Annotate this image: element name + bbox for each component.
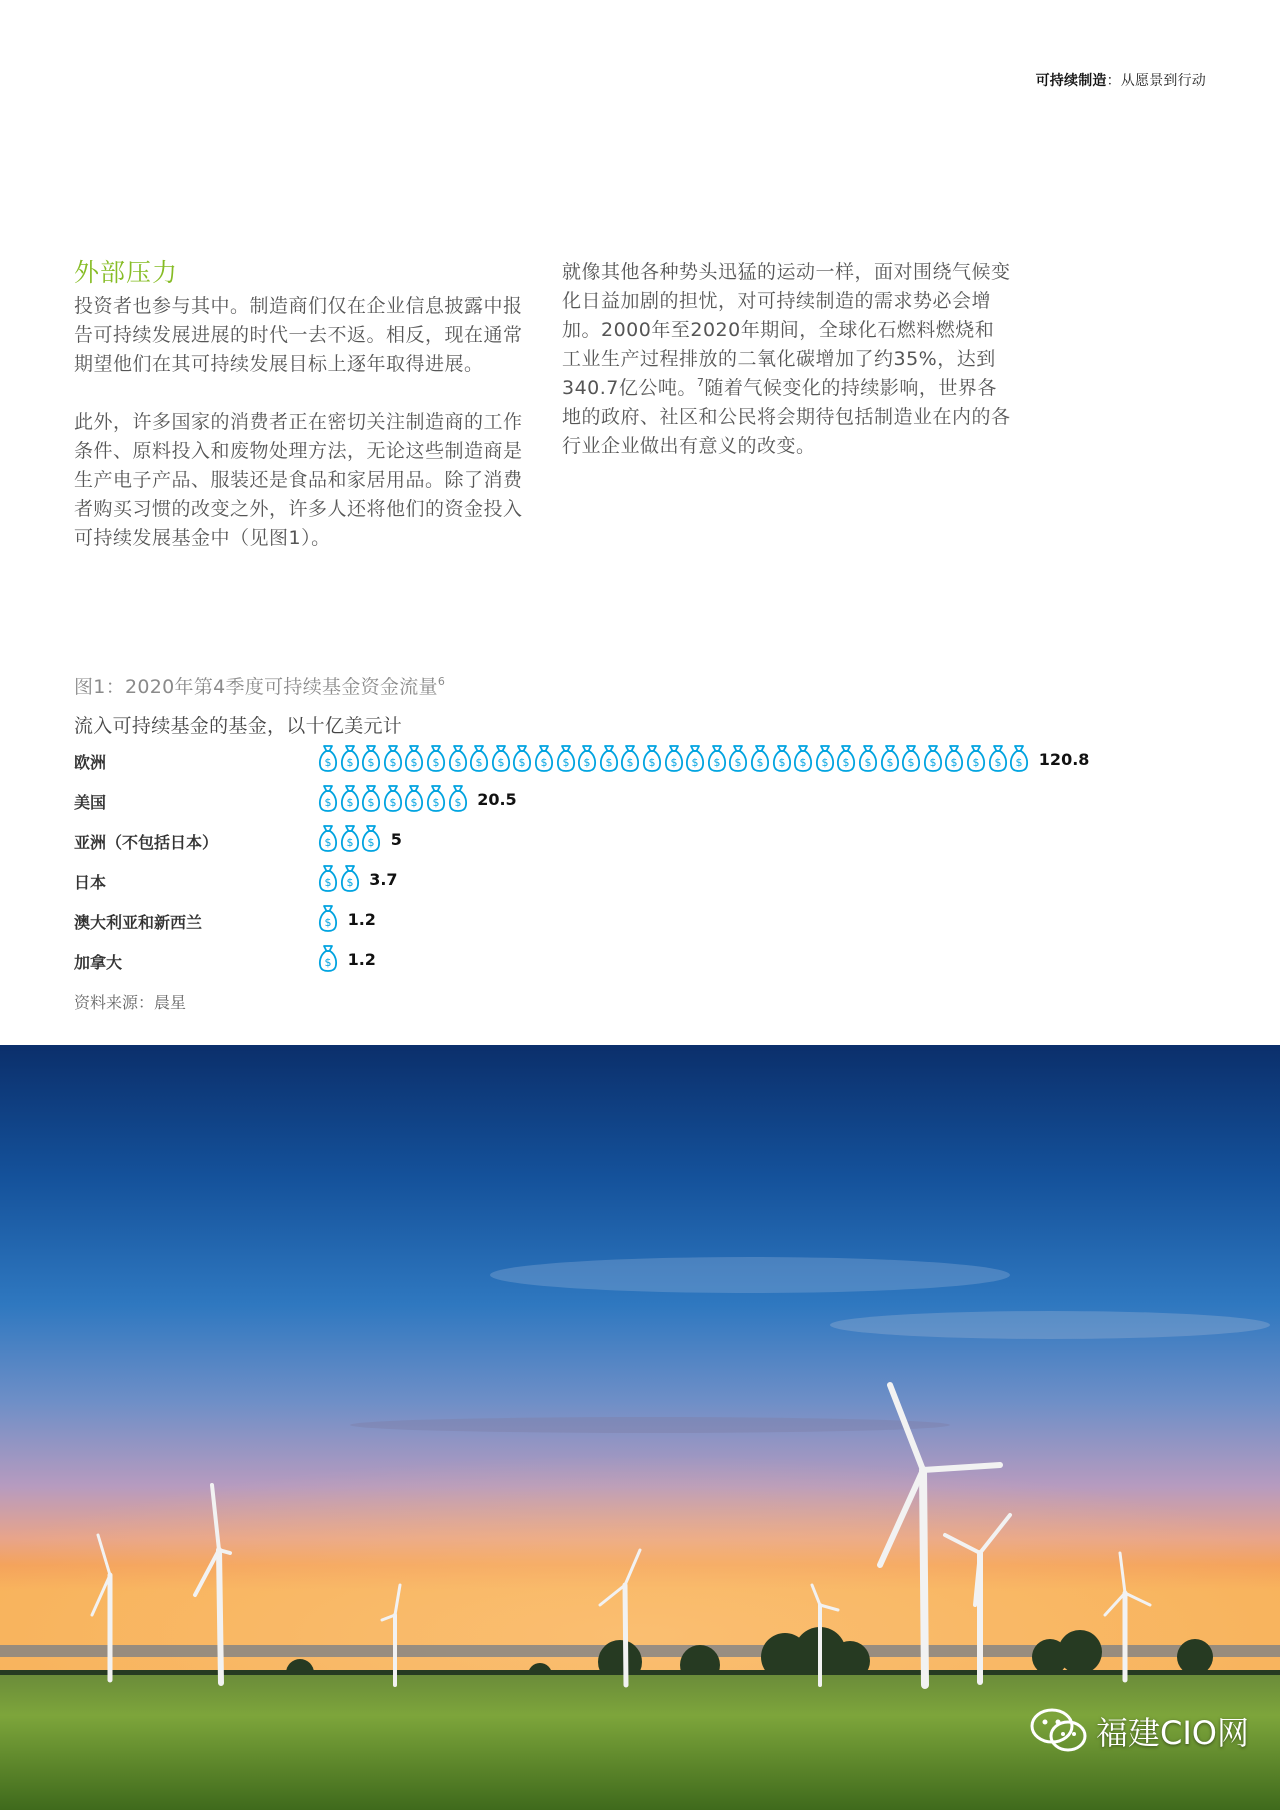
figure-title: [74, 672, 445, 699]
svg-text:$: $: [972, 756, 980, 769]
svg-text:$: $: [670, 756, 678, 769]
svg-text:$: $: [367, 756, 375, 769]
svg-text:$: $: [389, 756, 397, 769]
svg-text:$: $: [929, 756, 937, 769]
svg-text:$: $: [778, 756, 786, 769]
money-bag-icon: [404, 744, 424, 772]
figure-title-footnote: 6: [437, 675, 446, 688]
svg-text:$: $: [324, 956, 332, 969]
row-label: 加拿大: [74, 953, 123, 972]
money-bag-icon: [793, 744, 813, 772]
money-bag-icon: [361, 784, 381, 812]
money-bag-icon: [880, 744, 900, 772]
money-bag-icon: [1009, 744, 1029, 772]
money-bag-icon: [728, 744, 748, 772]
svg-text:$: $: [691, 756, 699, 769]
money-bag-icon: [707, 744, 727, 772]
money-bag-icon: [318, 784, 338, 812]
svg-text:$: $: [432, 756, 440, 769]
svg-text:$: $: [475, 756, 483, 769]
svg-text:$: $: [324, 796, 332, 809]
money-bag-icon: [469, 744, 489, 772]
money-bag-icon: [642, 744, 662, 772]
row-label: 亚洲（不包括日本）: [74, 833, 219, 852]
chart-row: [74, 784, 1124, 824]
money-bag-icon: [512, 744, 532, 772]
money-bag-icon: [340, 784, 360, 812]
money-bag-icon: [404, 784, 424, 812]
money-bag-icon: [599, 744, 619, 772]
svg-text:$: $: [367, 836, 375, 849]
svg-text:$: $: [886, 756, 894, 769]
wechat-icon: [1030, 1708, 1088, 1754]
money-bag-icon: [383, 744, 403, 772]
svg-text:$: $: [1015, 756, 1023, 769]
money-bag-icon: [815, 744, 835, 772]
watermark: [1030, 1708, 1249, 1754]
row-value: 20.5: [477, 790, 517, 809]
svg-text:$: $: [540, 756, 548, 769]
money-bag-icon: [340, 864, 360, 892]
svg-text:$: $: [346, 876, 354, 889]
money-bag-icon: [340, 744, 360, 772]
row-label: 欧洲: [74, 753, 107, 772]
svg-text:$: $: [518, 756, 526, 769]
money-bag-icon: [944, 744, 964, 772]
svg-text:$: $: [864, 756, 872, 769]
money-bag-icon: [426, 784, 446, 812]
row-value: 120.8: [1038, 750, 1090, 769]
svg-text:$: $: [605, 756, 613, 769]
money-bag-icon: [923, 744, 943, 772]
money-bag-icon: [318, 904, 338, 932]
svg-text:$: $: [799, 756, 807, 769]
row-label: 日本: [74, 873, 107, 892]
svg-text:$: $: [410, 796, 418, 809]
money-bag-icon: [988, 744, 1008, 772]
money-bag-icon: [685, 744, 705, 772]
row-value: 1.2: [347, 910, 376, 929]
svg-text:$: $: [454, 756, 462, 769]
right-paragraph-after: 随着气候变化的持续影响，世界各地的政府、社区和公民将会期待包括制造业在内的各行业企业做出有意义的改变。: [562, 377, 1011, 457]
money-bag-icon: [534, 744, 554, 772]
money-bag-icon: [966, 744, 986, 772]
money-bag-icon: [556, 744, 576, 772]
row-label: 澳大利亚和新西兰: [74, 913, 203, 932]
chart-row: [74, 944, 1124, 984]
money-bag-icon: [361, 824, 381, 852]
money-bag-icon: [361, 744, 381, 772]
money-bag-icon: [901, 744, 921, 772]
svg-text:$: $: [389, 796, 397, 809]
money-bag-icon: [318, 864, 338, 892]
left-paragraph-2: 此外，许多国家的消费者正在密切关注制造商的工作条件、原料投入和废物处理方法，无论这些制造商是生产电子产品、服装还是食品和家居用品。除了消费者购买习惯的改变之外，许多人还将他们的资金投入可持续发展基金中（见图1）。: [74, 411, 523, 549]
svg-text:$: $: [324, 876, 332, 889]
left-column: [74, 258, 524, 582]
page-header: [1036, 70, 1206, 90]
chart-row: [74, 864, 1124, 904]
money-bag-icon: [750, 744, 770, 772]
money-bag-icon: [836, 744, 856, 772]
left-paragraph-1: 投资者也参与其中。制造商们仅在企业信息披露中报告可持续发展进展的时代一去不返。相反，现在通常期望他们在其可持续发展目标上逐年取得进展。: [74, 295, 523, 375]
pictogram-chart: [74, 744, 1124, 984]
money-bag-icon: [620, 744, 640, 772]
svg-text:$: $: [346, 836, 354, 849]
figure-title-text: 图1：2020年第4季度可持续基金资金流量: [74, 676, 438, 698]
right-column: [562, 258, 1012, 490]
chart-row: [74, 904, 1124, 944]
right-paragraph: [562, 258, 1012, 461]
chart-row: [74, 744, 1124, 784]
chart-row: [74, 824, 1124, 864]
money-bag-icon: [858, 744, 878, 772]
row-label: 美国: [74, 793, 107, 812]
svg-text:$: $: [994, 756, 1002, 769]
header-bold: 可持续制造: [1035, 73, 1107, 89]
svg-text:$: $: [583, 756, 591, 769]
watermark-text: 福建CIO网: [1096, 1714, 1249, 1752]
row-value: 1.2: [347, 950, 376, 969]
svg-text:$: $: [756, 756, 764, 769]
figure-source: 资料来源：晨星: [74, 993, 187, 1012]
svg-text:$: $: [842, 756, 850, 769]
svg-text:$: $: [821, 756, 829, 769]
svg-text:$: $: [324, 756, 332, 769]
right-paragraph-text: 就像其他各种势头迅猛的运动一样，面对围绕气候变化日益加剧的担忧，对可持续制造的需求势必会增加。2000年至2020年期间，全球化石燃料燃烧和工业生产过程排放的二氧化碳增加了约35%，达到340.7亿公吨。: [562, 261, 1011, 399]
row-value: 3.7: [369, 870, 398, 889]
wind-turbine-photo: [0, 1045, 1280, 1810]
svg-text:$: $: [713, 756, 721, 769]
money-bag-icon: [340, 824, 360, 852]
money-bag-icon: [318, 744, 338, 772]
money-bag-icon: [491, 744, 511, 772]
svg-text:$: $: [454, 796, 462, 809]
svg-text:$: $: [907, 756, 915, 769]
money-bag-icon: [448, 784, 468, 812]
money-bag-icon: [664, 744, 684, 772]
svg-text:$: $: [734, 756, 742, 769]
svg-text:$: $: [410, 756, 418, 769]
row-value: 5: [390, 830, 402, 849]
svg-text:$: $: [626, 756, 634, 769]
money-bag-icon: [318, 944, 338, 972]
svg-text:$: $: [346, 796, 354, 809]
header-rest: ：从愿景到行动: [1106, 73, 1206, 89]
money-bag-icon: [577, 744, 597, 772]
money-bag-icon: [426, 744, 446, 772]
footnote-ref: 7: [696, 376, 705, 389]
svg-text:$: $: [950, 756, 958, 769]
svg-text:$: $: [367, 796, 375, 809]
money-bag-icon: [772, 744, 792, 772]
svg-text:$: $: [324, 836, 332, 849]
svg-text:$: $: [346, 756, 354, 769]
section-title: 外部压力: [74, 258, 179, 287]
svg-text:$: $: [324, 916, 332, 929]
svg-text:$: $: [432, 796, 440, 809]
money-bag-icon: [383, 784, 403, 812]
figure-subtitle: 流入可持续基金的基金，以十亿美元计: [74, 715, 403, 737]
money-bag-icon: [448, 744, 468, 772]
money-bag-icon: [318, 824, 338, 852]
svg-text:$: $: [497, 756, 505, 769]
svg-text:$: $: [648, 756, 656, 769]
svg-text:$: $: [562, 756, 570, 769]
